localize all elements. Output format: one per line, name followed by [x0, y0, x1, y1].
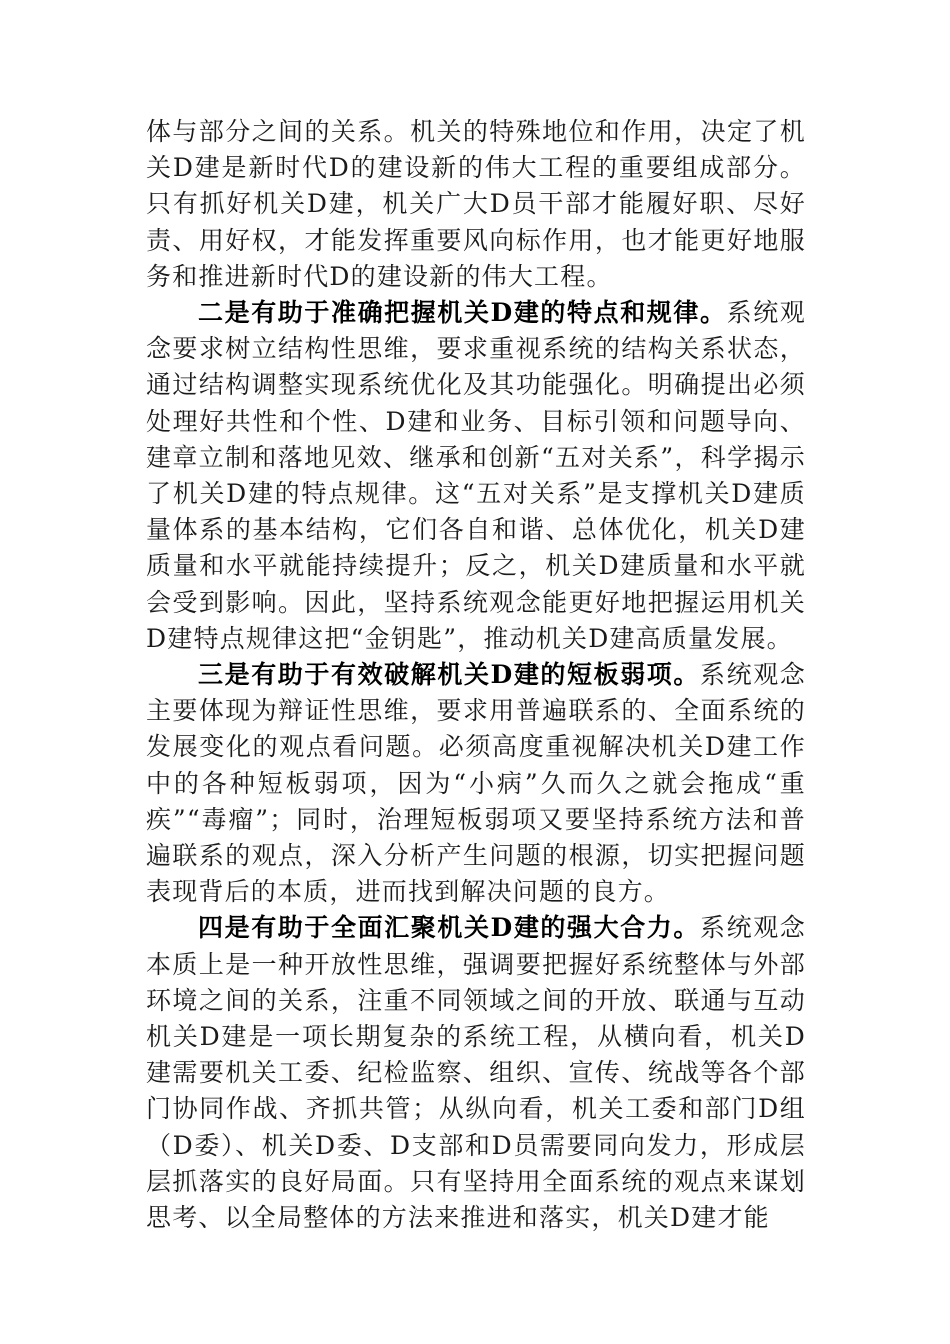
paragraph-lead-heading: 三是有助于有效破解机关D建的短板弱项。	[198, 660, 700, 690]
paragraph-point-two	[146, 295, 806, 657]
paragraph-lead-heading: 二是有助于准确把握机关D建的特点和规律。	[198, 298, 727, 328]
paragraph-point-four	[146, 910, 806, 1236]
document-body	[146, 114, 806, 1236]
paragraph-lead-heading: 四是有助于全面汇聚机关D建的强大合力。	[198, 913, 700, 943]
paragraph-continuation	[146, 114, 806, 295]
paragraph-text: 系统观念要求树立结构性思维，要求重视系统的结构关系状态，通过结构调整实现系统优化及其功能强化。明确提出必须处理好共性和个性、D建和业务、目标引领和问题导向、建章立制和落地见效、继承和创新“五对关系”，科学揭示了机关D建的特点规律。这“五对关系”是支撑机关D建质量体系的基本结构，它们各自和谐、总体优化，机关D建质量和水平就能持续提升；反之，机关D建质量和水平就会受到影响。因此，坚持系统观念能更好地把握运用机关D建特点规律这把“金钥匙”，推动机关D建高质量发展。	[146, 298, 806, 653]
paragraph-text: 体与部分之间的关系。机关的特殊地位和作用，决定了机关D建是新时代D的建设新的伟大工程的重要组成部分。只有抓好机关D建，机关广大D员干部才能履好职、尽好责、用好权，才能发挥重要风向标作用，也才能更好地服务和推进新时代D的建设新的伟大工程。	[146, 117, 806, 291]
paragraph-text: 系统观念本质上是一种开放性思维，强调要把握好系统整体与外部环境之间的关系，注重不同领域之间的开放、联通与互动机关D建是一项长期复杂的系统工程，从横向看，机关D建需要机关工委、纪检监察、组织、宣传、统战等各个部门协同作战、齐抓共管；从纵向看，机关工委和部门D组（D委）、机关D委、D支部和D员需要同向发力，形成层层抓落实的良好局面。只有坚持用全面系统的观点来谋划思考、以全局整体的方法来推进和落实，机关D建才能	[146, 913, 806, 1233]
paragraph-text: 系统观念主要体现为辩证性思维，要求用普遍联系的、全面系统的发展变化的观点看问题。必须高度重视解决机关D建工作中的各种短板弱项，因为“小病”久而久之就会拖成“重疾”“毒瘤”；同时，治理短板弱项又要坚持系统方法和普遍联系的观点，深入分析产生问题的根源，切实把握问题表现背后的本质，进而找到解决问题的良方。	[146, 660, 806, 907]
paragraph-point-three	[146, 657, 806, 910]
